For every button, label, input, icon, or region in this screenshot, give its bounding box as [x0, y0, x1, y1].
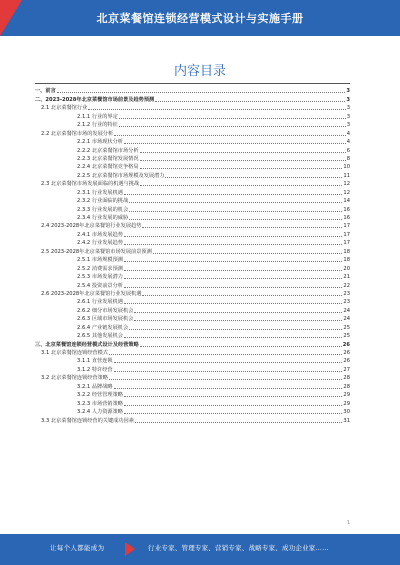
toc-entry-page: 6 [346, 147, 350, 154]
toc-entry[interactable] [35, 364, 350, 372]
toc-entry[interactable] [35, 263, 350, 271]
toc-entry[interactable] [35, 314, 350, 322]
toc-entry-label: 2.6.2 细分市场发展机会 [77, 307, 134, 314]
toc-entry-label: 2.3 北京菜餐馆市场发展面临的机遇与挑战 [41, 181, 140, 188]
toc-entry-page: 26 [343, 350, 350, 356]
toc-entry[interactable] [35, 86, 350, 94]
toc-entry-label: 2.6.5 其他发展机会 [77, 333, 123, 340]
toc-entry-page: 10 [343, 164, 350, 171]
toc-leader-dots [142, 295, 342, 296]
toc-entry[interactable] [35, 137, 350, 145]
toc-entry-page: 25 [343, 333, 350, 340]
toc-entry[interactable] [35, 170, 350, 178]
toc-entry[interactable] [35, 407, 350, 415]
toc-entry-page: 24 [343, 316, 350, 323]
toc-leader-dots [124, 413, 342, 414]
toc-leader-dots [124, 244, 342, 245]
toc-entry-label: 2.3.3 行业发展的机会 [77, 206, 129, 213]
toc-entry-label: 2.2.3 北京菜餐馆发展情况 [77, 155, 139, 162]
toc-entry-page: 18 [343, 248, 350, 255]
toc-leader-dots [124, 236, 342, 237]
toc-leader-dots [124, 287, 342, 288]
toc-leader-dots [142, 227, 342, 228]
toc-entry[interactable] [35, 348, 350, 356]
document-title: 北京菜餐馆连锁经营模式设计与实施手册 [96, 12, 304, 25]
toc-entry[interactable] [35, 154, 350, 162]
toc-entry-label: 2.5 2023-2028年北京菜餐馆市场发展前景预测 [41, 248, 152, 255]
toc-entry[interactable] [35, 305, 350, 313]
toc-entry[interactable] [35, 381, 350, 389]
toc-leader-dots [153, 253, 343, 254]
toc-entry-label: 2.5.3 市场发展潜力 [77, 274, 123, 281]
toc-entry[interactable] [35, 187, 350, 195]
toc-entry[interactable] [35, 204, 350, 212]
toc-entry[interactable] [35, 103, 350, 111]
toc-leader-dots [124, 278, 342, 279]
toc-entry-label: 2.3.1 行业发展机遇 [77, 189, 123, 196]
toc-entry[interactable] [35, 373, 350, 381]
toc-entry[interactable] [35, 246, 350, 254]
toc-leader-dots [124, 405, 342, 406]
toc-entry-label: 3.2.1 品牌战略 [77, 383, 113, 390]
toc-entry-label: 2.5.4 投资前景分析 [77, 282, 123, 289]
arrow-icon [125, 542, 135, 556]
toc-leader-dots [155, 101, 345, 102]
toc-leader-dots [109, 354, 342, 355]
toc-entry-page: 16 [343, 215, 350, 221]
toc-entry-label: 3.1.2 特许经营 [77, 366, 113, 373]
toc-entry-label: 一、前言 [35, 88, 56, 95]
toc-entry-label: 2.6 2023-2028年北京菜餐馆行业发展机遇 [41, 290, 142, 297]
toc-entry-page: 23 [343, 299, 350, 306]
toc-entry[interactable] [35, 238, 350, 246]
toc-entry-page: 14 [343, 198, 350, 205]
toc-entry-page: 8 [346, 155, 350, 162]
footer-expert-list: 行业专家、管理专家、营销专家、战略专家、成功企业家…… [148, 544, 329, 552]
toc-entry[interactable] [35, 162, 350, 170]
toc-entry-label: 2.2 北京菜餐馆市场的发展分析 [41, 130, 114, 137]
toc-leader-dots [129, 329, 342, 330]
toc-entry[interactable] [35, 111, 350, 119]
toc-leader-dots [140, 185, 342, 186]
toc-leader-dots [114, 371, 343, 372]
toc-leader-dots [114, 135, 346, 136]
toc-entry[interactable] [35, 255, 350, 263]
toc-entry-page: 20 [343, 265, 350, 272]
toc-entry-page: 21 [343, 274, 350, 281]
toc-entry-label: 2.6.1 行业发展机遇 [77, 299, 123, 306]
toc-entry[interactable] [35, 128, 350, 136]
toc-entry-page: 4 [346, 139, 350, 146]
toc-entry-page: 27 [343, 366, 350, 373]
toc-entry-page: 12 [343, 181, 350, 188]
toc-leader-dots [88, 109, 345, 110]
toc-entry-page: 3 [346, 96, 350, 103]
toc-entry-label: 3.2.2 经营管理策略 [77, 392, 123, 399]
toc-entry-label: 2.2.4 北京菜餐馆竞争格局 [77, 164, 139, 171]
toc-entry-label: 2.6.3 区域市场发展机会 [77, 316, 134, 323]
toc-entry[interactable] [35, 356, 350, 364]
toc-entry-page: 31 [343, 417, 350, 424]
page-number: 1 [346, 520, 350, 526]
toc-leader-dots [114, 388, 343, 389]
toc-leader-dots [124, 194, 342, 195]
toc-leader-dots [124, 396, 342, 397]
toc-entry-label: 2.1.2 行业的特征 [77, 122, 118, 129]
toc-entry-label: 2.4 2023-2028年北京菜餐馆行业发展趋势 [41, 223, 142, 230]
toc-entry[interactable] [35, 196, 350, 204]
toc-entry-page: 29 [343, 392, 350, 399]
toc-entry[interactable] [35, 179, 350, 187]
toc-entry-label: 2.1.1 行业的界定 [77, 113, 118, 120]
toc-entry-page: 30 [343, 409, 350, 416]
toc-leader-dots [140, 160, 346, 161]
toc-entry-label: 2.5.2 消费需求预测 [77, 265, 123, 272]
toc-leader-dots [124, 337, 342, 338]
toc-entry-label: 2.2.1 市场现状分析 [77, 139, 123, 146]
toc-entry[interactable] [35, 229, 350, 237]
toc-leader-dots [119, 118, 346, 119]
header-bar [0, 0, 400, 36]
toc-leader-dots [140, 346, 342, 347]
toc-entry[interactable] [35, 280, 350, 288]
toc-entry-label: 3.2.3 市场营销策略 [77, 400, 123, 407]
toc-entry[interactable] [35, 415, 350, 423]
toc-entry-page: 17 [343, 231, 350, 238]
toc-leader-dots [135, 422, 342, 423]
toc-entry[interactable] [35, 94, 350, 102]
toc-entry-label: 二、2023-2028年北京菜餐馆市场前景及趋势预测 [35, 96, 155, 103]
toc-entry-label: 2.1 北京菜餐馆行业 [41, 105, 88, 112]
toc-entry-label: 三、北京菜餐馆连锁经营模式设计及经营策略 [35, 341, 139, 348]
footer-slogan: 让每个人都能成为 [50, 544, 105, 552]
toc-entry-label: 3.3 北京菜餐馆连锁经营的关键成功因素 [41, 417, 134, 424]
toc-entry-page: 23 [343, 290, 350, 297]
toc-entry[interactable] [35, 297, 350, 305]
toc-top-rule [35, 83, 350, 84]
toc-entry-page: 3 [346, 105, 350, 112]
toc-entry-label: 3.2.4 人力资源策略 [77, 409, 123, 416]
toc-leader-dots [114, 362, 343, 363]
toc-entry-label: 2.3.4 行业发展的威胁 [77, 215, 129, 221]
toc-leader-dots [124, 303, 342, 304]
toc-leader-dots [129, 219, 342, 220]
toc-entry[interactable] [35, 331, 350, 339]
toc-entry-page: 18 [343, 257, 350, 264]
toc-entry-page: 3 [346, 122, 350, 129]
toc-leader-dots [129, 211, 342, 212]
toc-entry-label: 3.1.1 直营连锁 [77, 358, 113, 365]
toc-entry-page: 17 [343, 240, 350, 247]
toc-entry-page: 25 [343, 324, 350, 331]
toc-leader-dots [134, 320, 342, 321]
toc-leader-dots [165, 177, 342, 178]
toc-entry-label: 2.2.5 北京菜餐馆市场规模及发展潜力 [77, 172, 165, 179]
table-of-contents [35, 86, 350, 424]
toc-entry-page: 3 [346, 88, 350, 95]
toc-entry-label: 2.4.2 行业发展趋势 [77, 240, 123, 247]
toc-entry-page: 4 [346, 130, 350, 137]
toc-entry-page: 29 [343, 400, 350, 407]
toc-leader-dots [140, 168, 343, 169]
toc-entry[interactable] [35, 145, 350, 153]
toc-entry-page: 3 [346, 113, 350, 120]
toc-entry-label: 2.4.1 市场发展趋势 [77, 231, 123, 238]
toc-entry-page: 11 [343, 172, 350, 179]
toc-entry-page: 22 [343, 282, 350, 289]
toc-entry-page: 26 [342, 341, 350, 348]
toc-entry-page: 16 [343, 206, 350, 213]
toc-entry[interactable] [35, 322, 350, 330]
toc-entry-page: 24 [343, 307, 350, 314]
toc-entry[interactable] [35, 339, 350, 347]
toc-entry[interactable] [35, 272, 350, 280]
toc-leader-dots [140, 152, 346, 153]
toc-leader-dots [124, 270, 342, 271]
toc-entry-page: 26 [343, 358, 350, 365]
footer-bar [0, 534, 400, 565]
toc-entry-page: 28 [343, 375, 350, 382]
toc-entry[interactable] [35, 390, 350, 398]
toc-entry-label: 3.2 北京菜餐馆连锁经营策略 [41, 375, 108, 382]
toc-leader-dots [134, 312, 342, 313]
toc-entry-page: 12 [343, 189, 350, 196]
toc-leader-dots [119, 126, 346, 127]
toc-leader-dots [109, 379, 342, 380]
toc-leader-dots [124, 261, 342, 262]
toc-title: 内容目录 [173, 64, 226, 79]
toc-entry-page: 17 [343, 223, 350, 230]
toc-entry-page: 28 [343, 383, 350, 390]
toc-leader-dots [129, 202, 342, 203]
toc-entry[interactable] [35, 398, 350, 406]
toc-entry[interactable] [35, 120, 350, 128]
toc-entry-label: 2.3.2 行业面临的挑战 [77, 198, 129, 205]
toc-entry-label: 2.2.2 北京菜餐馆市场分析 [77, 147, 139, 154]
toc-leader-dots [124, 143, 346, 144]
toc-leader-dots [57, 92, 346, 93]
toc-entry-label: 3.1 北京菜餐馆连锁经营模式 [41, 350, 108, 356]
toc-entry-label: 2.5.1 市场规模预测 [77, 257, 123, 264]
toc-entry[interactable] [35, 221, 350, 229]
toc-entry-label: 2.6.4 产业链发展机会 [77, 324, 129, 331]
toc-entry[interactable] [35, 289, 350, 297]
toc-entry[interactable] [35, 213, 350, 221]
